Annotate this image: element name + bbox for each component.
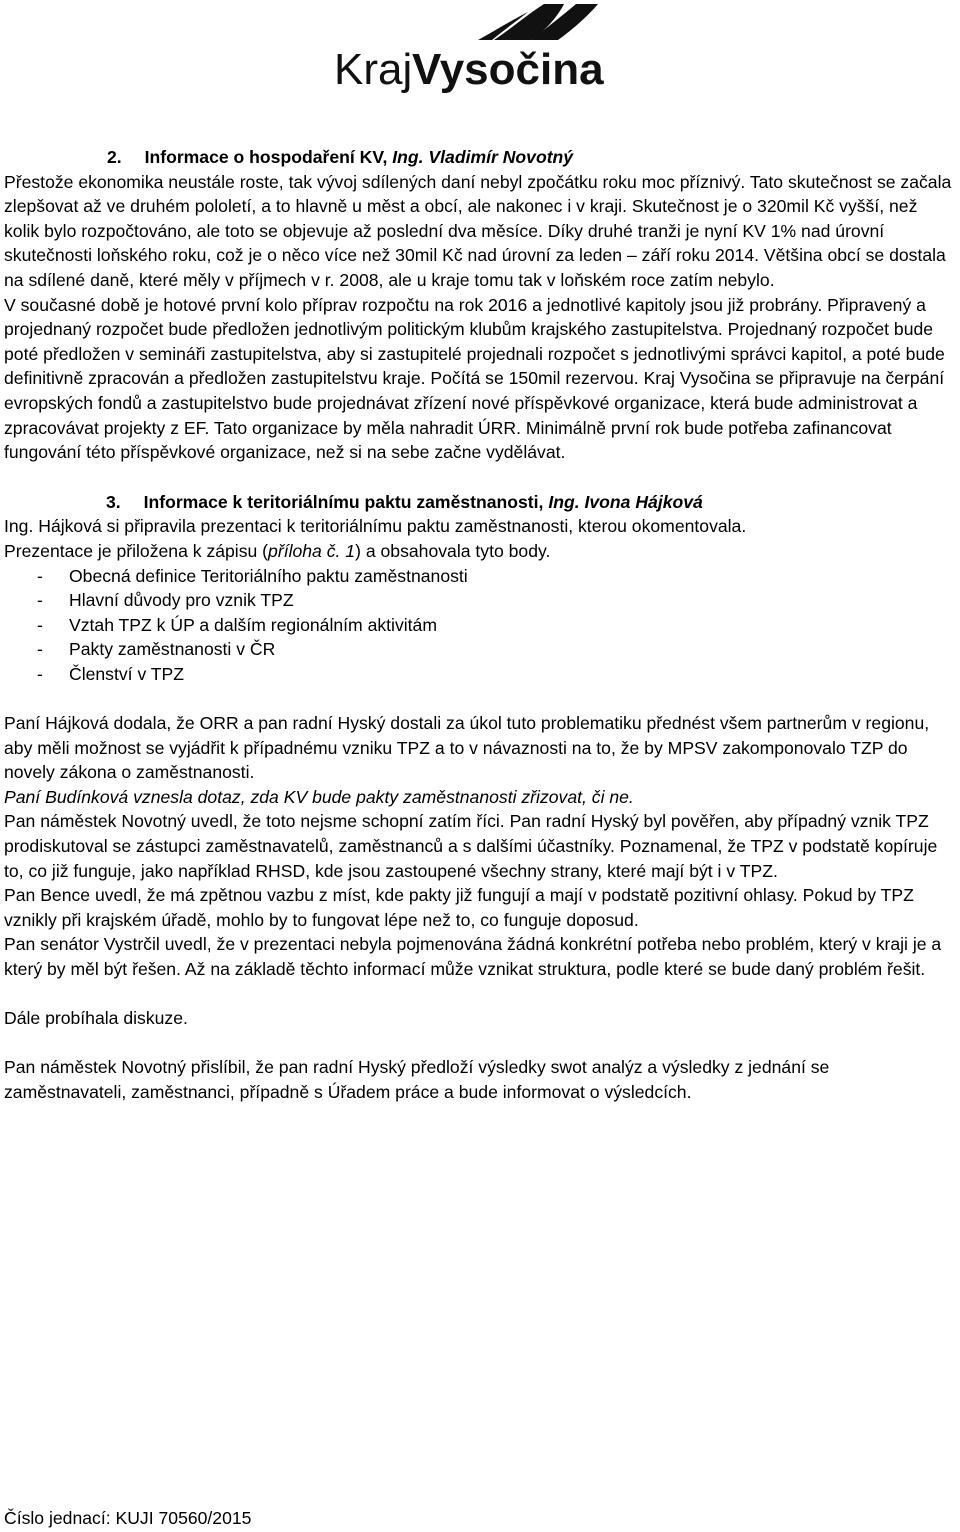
section-2-paragraph-1: Přestože ekonomika neustále roste, tak vývoj sdílených daní nebyl zpočátku roku moc příznivý. Tato skutečnost se začala zlepšovat až ve druhém pololetí, a to hlavně u měst a obcí, ale nakonec i v kraji. Skutečnost je o 320mil Kč vyšší, než kolik bylo rozpočtováno, ale toto se objevuje až poslední dva měsíce. Díky druhé tranži je nyní KV 1% nad úrovní skutečnosti loňského roku, což je o něco více než 30mil Kč nad úrovní za leden – září roku 2014. Většina obcí se dostala na sdílené daně, které měly v příjmech v r. 2008, ale u kraje tomu tak v loňském roce zatím nebylo. bbox=[4, 171, 952, 290]
section-3-number: 3. bbox=[106, 491, 121, 512]
kraj-vysocina-logo bbox=[332, 0, 602, 100]
spacer bbox=[4, 982, 956, 1007]
list-dash: - bbox=[37, 565, 43, 586]
list-item-text: Pakty zaměstnanosti v ČR bbox=[69, 639, 276, 660]
logo-text-vysocina: Vysočina bbox=[412, 45, 604, 94]
list-item bbox=[4, 588, 956, 613]
list-dash: - bbox=[37, 590, 43, 611]
vystrcil-paragraph: Pan senátor Vystrčil uvedl, že v prezentaci nebyla pojmenována žádná konkrétní potřeba nebo problém, který v kraji je a který by měl být řešen. Až na základě těchto informací může vznikat struktura, podle které se bude daný problém řešit. bbox=[4, 934, 942, 979]
list-dash: - bbox=[37, 639, 43, 660]
list-item-text: Členství v TPZ bbox=[69, 663, 185, 684]
attachment-reference: příloha č. 1 bbox=[268, 540, 356, 561]
section-3-intro-line-2 bbox=[4, 539, 956, 564]
budinkova-question: Paní Budínková vznesla dotaz, zda KV bude pakty zaměstnanosti zřizovat, či ne. bbox=[4, 786, 634, 807]
list-item bbox=[4, 564, 956, 589]
list-item-text: Obecná definice Teritoriálního paktu zaměstnanosti bbox=[69, 565, 468, 586]
hajkova-paragraph: Paní Hájková dodala, že ORR a pan radní Hyský dostali za úkol tuto problematiku přednést všem partnerům v regionu, aby měli možnost se vyjádřit k případnému vzniku TPZ a to v návaznosti na to, že by MPSV zakomponovalo TZP do novely zákona o zaměstnanosti. bbox=[4, 713, 930, 783]
list-dash: - bbox=[37, 614, 43, 635]
logo-text-kraj: Kraj bbox=[334, 45, 413, 94]
list-dash: - bbox=[37, 663, 43, 684]
intro-text-a: Prezentace je přiložena k zápisu ( bbox=[4, 540, 269, 561]
list-item bbox=[4, 662, 956, 687]
section-2-title: Informace o hospodaření KV, bbox=[144, 147, 393, 167]
presentation-points-list bbox=[4, 564, 956, 687]
spacer bbox=[4, 686, 956, 711]
list-item bbox=[4, 613, 956, 638]
discussion-note: Dále probíhala diskuze. bbox=[4, 1008, 188, 1029]
novotny-promise: Pan náměstek Novotný přislíbil, že pan radní Hyský předloží výsledky swot analýz a výsledky z jednání se zaměstnavateli, zaměstnanci, případně s Úřadem práce a bude informovat o výsledcích. bbox=[4, 1057, 830, 1102]
section-3-presenter: Ing. Ivona Hájková bbox=[548, 491, 703, 512]
section-2-heading bbox=[4, 145, 956, 170]
list-item bbox=[4, 637, 956, 662]
reference-label: Číslo jednací: bbox=[4, 1508, 111, 1528]
section-2-presenter: Ing. Vladimír Novotný bbox=[392, 147, 574, 167]
bence-paragraph: Pan Bence uvedl, že má zpětnou vazbu z míst, kde pakty již fungují a mají v podstatě pozitivní ohlasy. Pokud by TPZ vznikly při krajském úřadě, mohlo by to fungovat lépe než to, co funguje doposud. bbox=[4, 885, 914, 930]
section-2-number: 2. bbox=[107, 147, 122, 167]
reference-number bbox=[4, 1508, 251, 1528]
list-item-text: Hlavní důvody pro vznik TPZ bbox=[69, 590, 294, 611]
intro-text-b: ) a obsahovala tyto body. bbox=[355, 540, 551, 561]
reference-value: KUJI 70560/2015 bbox=[115, 1508, 252, 1528]
novotny-response: Pan náměstek Novotný uvedl, že toto nejsme schopní zatím říci. Pan radní Hyský byl pověřen, aby případný vznik TPZ prodiskutoval se zástupci zaměstnavatelů, zaměstnanců a s dalšími účastníky. Poznamenal, že TPZ v podstatě kopíruje to, co již funguje, jako například RHSD, kde jsou zastoupené všechny strany, které mají být i v TPZ. bbox=[4, 811, 938, 881]
kraj-vysocina-logo-mark bbox=[332, 0, 602, 100]
document-body bbox=[4, 145, 956, 1105]
section-3-heading bbox=[4, 490, 956, 515]
list-item-text: Vztah TPZ k ÚP a dalším regionálním aktivitám bbox=[69, 614, 437, 635]
section-2-paragraph-2: V současné době je hotové první kolo příprav rozpočtu na rok 2016 a jednotlivé kapitoly jsou již probrány. Připravený a projednaný rozpočet bude předložen jednotlivým politickým klubům krajského zastupitelstva. Projednaný rozpočet bude poté předložen v semináři zastupitelstva, aby si zastupitelé projednali rozpočet s jednotlivými správci kapitol, a poté bude definitivně zpracován a předložen zastupitelstvu kraje. Počítá se 150mil rezervou. Kraj Vysočina se připravuje na čerpání evropských fondů a zastupitelstvo bude projednávat zřízení nové příspěvkové organizace, která bude administrovat a zpracovávat projekty z EF. Tato organizace by měla nahradit ÚRR. Minimálně první rok bude potřeba zafinancovat fungování této příspěvkové organizace, než si na sebe začne vydělávat. bbox=[4, 294, 945, 463]
section-3-intro-line-1: Ing. Hájková si připravila prezentaci k teritoriálnímu paktu zaměstnanosti, kterou okomentovala. bbox=[4, 516, 747, 537]
spacer bbox=[4, 1031, 956, 1056]
section-3-title: Informace k teritoriálnímu paktu zaměstnanosti, bbox=[143, 491, 549, 512]
